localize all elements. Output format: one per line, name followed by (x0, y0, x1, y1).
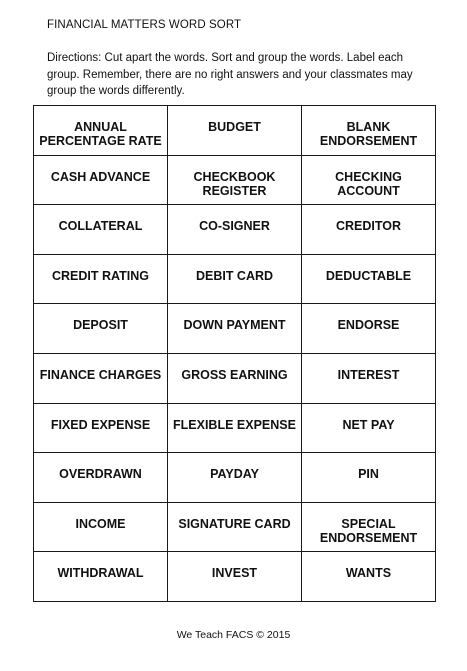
word-cell: NET PAY (302, 403, 436, 453)
word-cell: FLEXIBLE EXPENSE (168, 403, 302, 453)
word-cell: OVERDRAWN (34, 453, 168, 503)
word-cell: GROSS EARNING (168, 353, 302, 403)
word-cell: COLLATERAL (34, 205, 168, 255)
word-cell: DEPOSIT (34, 304, 168, 354)
word-cell: CREDIT RATING (34, 254, 168, 304)
grid-row (34, 155, 436, 205)
grid-row (34, 353, 436, 403)
word-cell: ANNUAL PERCENTAGE RATE (34, 106, 168, 156)
word-cell: BUDGET (168, 106, 302, 156)
page-title: FINANCIAL MATTERS WORD SORT (47, 19, 242, 31)
grid-row (34, 453, 436, 503)
word-cell: DEDUCTABLE (302, 254, 436, 304)
word-cell: CREDITOR (302, 205, 436, 255)
grid-row (34, 552, 436, 602)
grid-row (34, 106, 436, 156)
word-sort-grid (33, 105, 436, 602)
word-cell: DEBIT CARD (168, 254, 302, 304)
word-cell: WANTS (302, 552, 436, 602)
grid-row (34, 502, 436, 552)
word-cell: INCOME (34, 502, 168, 552)
word-cell: CHECKBOOK REGISTER (168, 155, 302, 205)
word-cell: CO-SIGNER (168, 205, 302, 255)
copyright-footer: We Teach FACS © 2015 (176, 629, 291, 641)
grid-row (34, 403, 436, 453)
word-cell: CHECKING ACCOUNT (302, 155, 436, 205)
word-cell: INTEREST (302, 353, 436, 403)
word-cell: ENDORSE (302, 304, 436, 354)
word-cell: SPECIAL ENDORSEMENT (302, 502, 436, 552)
word-cell: CASH ADVANCE (34, 155, 168, 205)
word-cell: DOWN PAYMENT (168, 304, 302, 354)
word-cell: PIN (302, 453, 436, 503)
word-cell: WITHDRAWAL (34, 552, 168, 602)
word-cell: INVEST (168, 552, 302, 602)
grid-row (34, 254, 436, 304)
word-cell: FINANCE CHARGES (34, 353, 168, 403)
word-cell: SIGNATURE CARD (168, 502, 302, 552)
grid-row (34, 205, 436, 255)
word-cell: FIXED EXPENSE (34, 403, 168, 453)
grid-row (34, 304, 436, 354)
word-cell: BLANK ENDORSEMENT (302, 106, 436, 156)
word-cell: PAYDAY (168, 453, 302, 503)
directions-text: Directions: Cut apart the words. Sort and group the words. Label each group. Remember, there are no right answers and your classmates may group the words differently. (47, 52, 413, 97)
